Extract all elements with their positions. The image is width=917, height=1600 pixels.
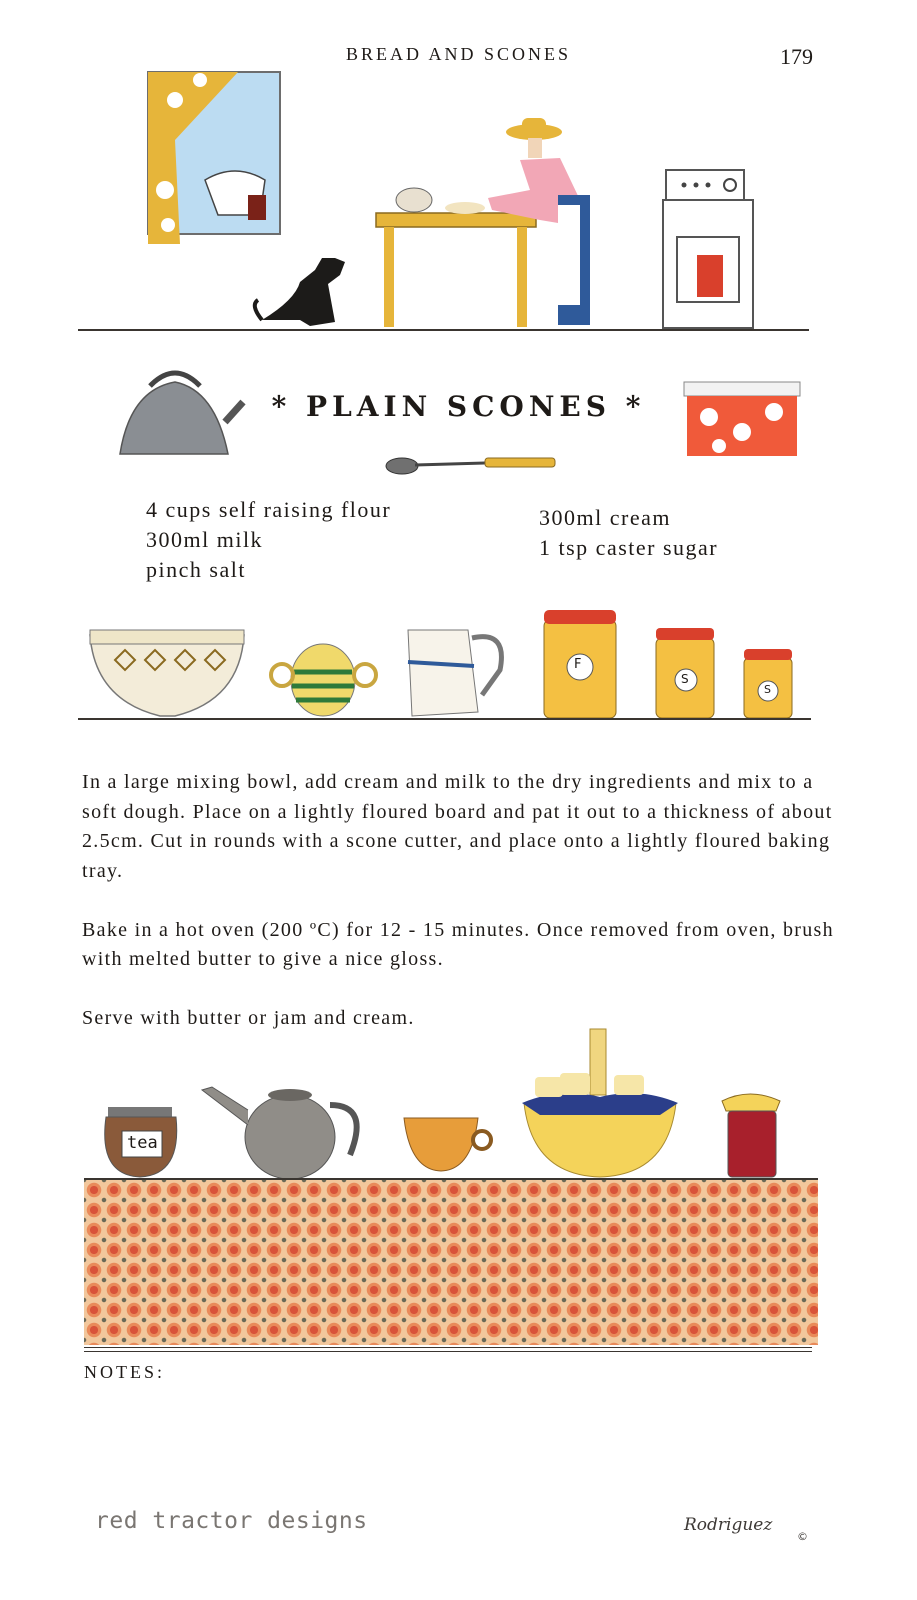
tea-jar-label: tea [127,1133,158,1153]
ingredient-line: 1 tsp caster sugar [539,535,719,560]
kitchen-scene-illustration [0,0,917,340]
teacup-illustration [404,1118,491,1171]
page-number: 179 [780,44,813,69]
kitchenware-shelf-illustration [0,600,917,730]
ingredient-line: 300ml cream [539,505,671,530]
method-paragraph: Bake in a hot oven (200 ºC) for 12 - 15 minutes. Once removed from oven, brush with melted butter to give a nice gloss. [82,918,834,970]
copyright-mark: © [797,1530,808,1543]
salt-canister-label: S [764,683,771,696]
scone-basket-illustration [522,1029,678,1177]
milk-jug-illustration [408,630,501,716]
dog-illustration [255,258,345,326]
mixing-bowl-illustration [90,630,244,716]
sugar-canister-label: S [681,672,689,686]
tea-shelf-illustration [0,1025,917,1185]
window-illustration [148,72,280,244]
brand-logo-text: red tractor designs [95,1508,368,1534]
sugar-bowl-illustration [271,644,376,716]
section-title: BREAD AND SCONES [345,44,572,64]
artist-signature: Rodriguez [684,1515,773,1535]
flour-canister-label: F [574,657,582,672]
shelf-line-middle [78,718,811,720]
ingredients-left [146,495,391,585]
ingredients-right [539,503,718,563]
recipe-title: * PLAIN SCONES * [271,390,646,423]
spoon-illustration [385,455,560,479]
ingredient-line: pinch salt [146,557,246,582]
method-paragraph: In a large mixing bowl, add cream and milk to the dry ingredients and mix to a soft dough. Place on a lightly floured board and pat it out to a thickness of about 2.5cm. Cut in rounds with a scone cutter, and place onto a lightly floured baking tray. [82,771,833,882]
notes-rule [84,1347,812,1348]
notes-label: NOTES: [84,1362,165,1382]
method-paragraph: Serve with butter or jam and cream. [82,1007,415,1029]
patterned-fabric-band [84,1180,818,1345]
ingredient-line: 4 cups self raising flour [146,497,392,522]
stove-illustration [663,170,753,328]
shelf-line-top [78,329,809,331]
floral-tin-illustration [684,382,809,462]
notes-rule-double [84,1351,812,1352]
teapot-illustration [202,1087,357,1179]
jam-jar-illustration [722,1094,780,1177]
method-text [82,768,842,1063]
ingredient-line: 300ml milk [146,527,264,552]
